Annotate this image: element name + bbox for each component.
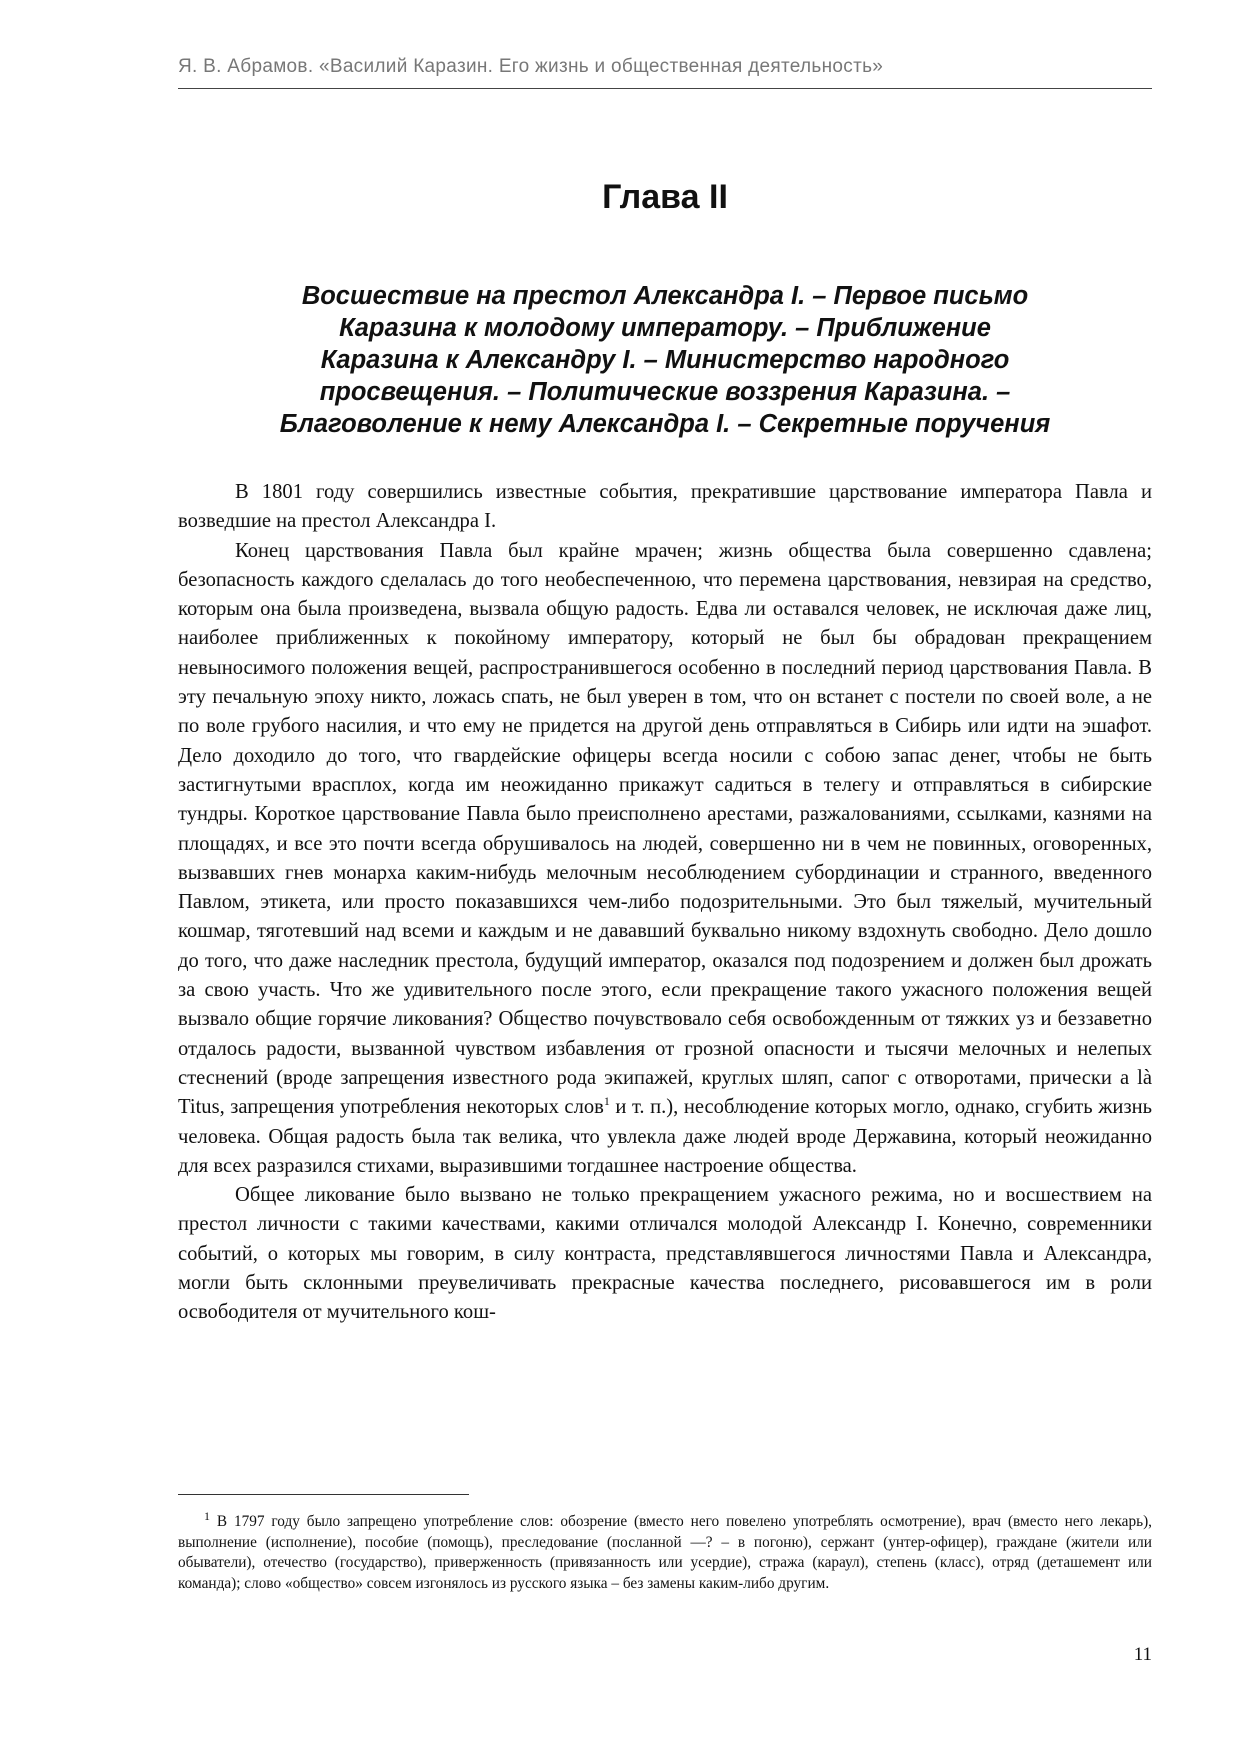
chapter-subtitle bbox=[230, 280, 1100, 440]
subtitle-line: Каразина к Александру I. – Министерство народного bbox=[320, 346, 1010, 374]
subtitle-line: Каразина к молодому императору. – Приближение bbox=[339, 314, 991, 342]
paragraph-text: Конец царствования Павла был крайне мрачен; жизнь общества была совершенно сдавлена; безопасность каждого сделалась до того необеспеченною, что перемена царствования, невзирая на средство, которым она была произведена, вызвала общую радость. Едва ли оставался человек, не исключая даже лиц, наиболее приближенных к покойному императору, который не был бы обрадован прекращением невыносимого положения вещей, распространившегося особенно в последний период царствования Павла. В эту печальную эпоху никто, ложась спать, не был уверен в том, что он встанет с постели по своей воле, а не по воле грубого насилия, и что ему не придется на другой день отправляться в Сибирь или идти на эшафот. Дело доходило до того, что гвардейские офицеры всегда носили с собою запас денег, чтобы не быть застигнутыми врасплох, когда им неожиданно прикажут садиться в телегу и отправляться в сибирские тундры. Короткое царствование Павла было преисполнено арестами, разжалованиями, ссылками, казнями на площадях, и все это почти всегда обрушивалось на людей, совершенно ни в чем не повинных, оговоренных, вызвавших гнев монарха каким-нибудь мелочным несоблюдением субординации и странного, введенного Павлом, этикета, или просто показавшихся чем-либо подозрительными. Это был тяжелый, мучительный кошмар, тяготевший над всеми и каждым и не дававший буквально никому вздохнуть свободно. Дело дошло до того, что даже наследник престола, будущий император, оказался под подозрением и должен был дрожать за свою участь. Что же удивительного после этого, если прекращение такого ужасного положения вещей вызвало общие горячие ликования? Общество почувствовало себя освобожденным от тяжких уз и беззаветно отдалось радости, вызванной чувством избавления от грозной опасности и тысячи мелочных и нелепых стеснений (вроде запрещения известного рода экипажей, круглых шляп, сапог с отворотами, прически a là Titus, запрещения употребления некоторых слов bbox=[178, 539, 1152, 1119]
footnote-text: В 1797 году было запрещено употребление слов: обозрение (вместо него повелено употреблять осмотрение), врач (вместо него лекарь), выполнение (исполнение), пособие (помощь), преследование (посланной —? – в погоню), сержант (унтер-офицер), граждане (жители или обыватели), отечество (государство), приверженность (привязанность или усердие), стража (караул), степень (класс), отряд (деташемент или команда); слово «общество» совсем изгонялось из русского языка – без замены каким-либо другим. bbox=[178, 1513, 1152, 1592]
paragraph: Общее ликование было вызвано не только прекращением ужасного режима, но и восшествием на престол личности с такими качествами, какими отличался молодой Александр I. Конечно, современники событий, о которых мы говорим, в силу контраста, представлявшегося личностями Павла и Александра, могли быть склонными преувеличивать прекрасные качества последнего, рисовавшегося им в роли освободителя от мучительного кош- bbox=[178, 1184, 1152, 1324]
header-rule bbox=[178, 88, 1152, 89]
subtitle-line: Восшествие на престол Александра I. – Первое письмо bbox=[301, 282, 1029, 310]
footnote-reference: 1 bbox=[603, 1094, 610, 1109]
paragraph-text-continued: и т. п.), несоблюдение которых могло, однако, сгубить жизнь человека. Общая радость была так велика, что увлекла даже людей вроде Державина, который неожиданно для всех разразился стихами, выразившими тогдашнее настроение общества. bbox=[178, 1096, 1152, 1177]
footnote bbox=[178, 1508, 1152, 1594]
subtitle-line: Благоволение к нему Александра I. – Секретные поручения bbox=[279, 410, 1051, 438]
subtitle-line: просвещения. – Политические воззрения Каразина. – bbox=[319, 378, 1011, 406]
running-header: Я. В. Абрамов. «Василий Каразин. Его жизнь и общественная деятельность» bbox=[178, 56, 884, 77]
body-text bbox=[178, 478, 1152, 1328]
paragraph: В 1801 году совершились известные события, прекратившие царствование императора Павла и возведшие на престол Александра I. bbox=[178, 481, 1152, 533]
footnote-marker: 1 bbox=[204, 1508, 210, 1523]
chapter-title: Глава II bbox=[602, 178, 728, 216]
page-number: 11 bbox=[1133, 1644, 1152, 1665]
paragraph bbox=[178, 537, 1152, 1182]
footnote-rule bbox=[178, 1494, 469, 1495]
